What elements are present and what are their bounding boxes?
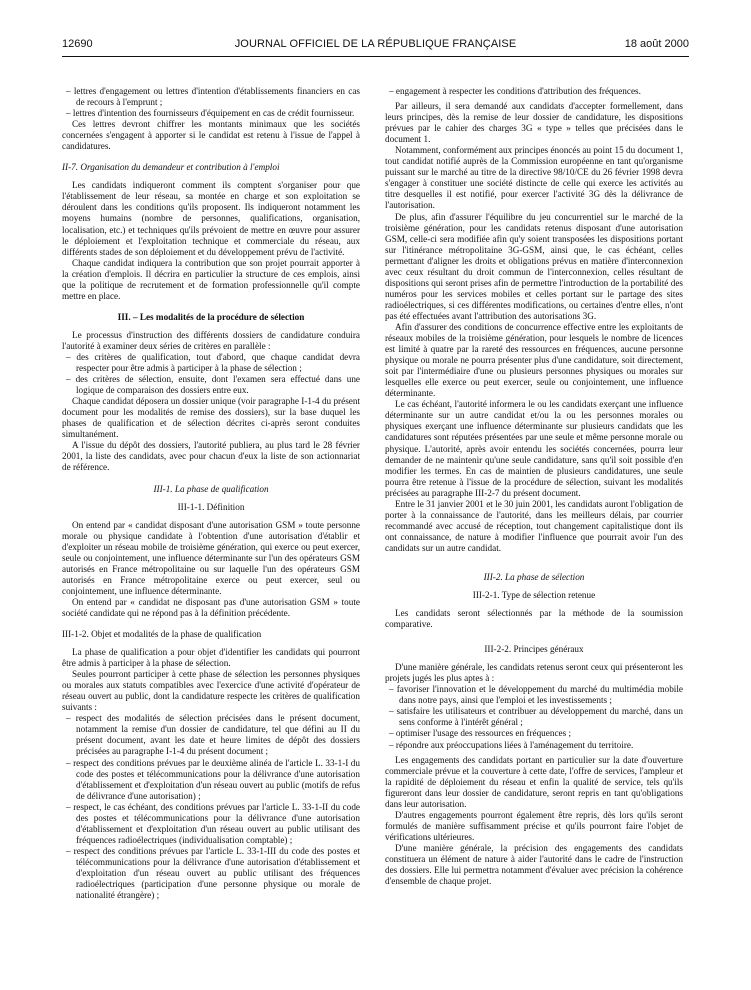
paragraph: D'autres engagements pourront également être repris, dès lors qu'ils seront formulés de manière suffisamment précise et qu'ils pourront faire l'objet de vérifications ultérieures. xyxy=(385,809,683,842)
list-item: – favoriser l'innovation et le développement du marché du multimédia mobile dans notre pays, ainsi que l'emploi et les investissements ; xyxy=(389,684,683,706)
paragraph: Entre le 31 janvier 2001 et le 30 juin 2001, les candidats auront l'obligation de porter à la connaissance de l'autorité, dans les meilleurs délais, par courrier recommandé avec accusé de réception, tout changement capitalistique dont ils ont connaissance, de nature à modifier l'influence que pourrait avoir l'un des candidats sur un autre candidat. xyxy=(385,498,683,553)
list-item: – des critères de qualification, tout d'abord, que chaque candidat devra respecter pour être admis à participer à la phase de sélection ; xyxy=(66,351,360,374)
list-item: – optimiser l'usage des ressources en fréquences ; xyxy=(389,728,572,739)
paragraph: A l'issue du dépôt des dossiers, l'autorité publiera, au plus tard le 28 février 2001, la liste des candidats, avec pour chacun d'eux la liste de son actionnariat de référence. xyxy=(62,440,360,473)
section-heading-iii-1: III-1. La phase de qualification xyxy=(153,483,269,494)
list-item: – satisfaire les utilisateurs et contribuer au développement du marché, dans un sens conforme à l'intérêt général ; xyxy=(389,706,683,728)
paragraph: Le cas échéant, l'autorité informera le ou les candidats exerçant une influence déterminante sur un autre candidat et/ou la ou les personnes morales ou physiques exerçant une influence déterminante sur plusieurs candidats que les candidatures sont réputées présentées par une seule et même personne morale ou physique. L'autorité, après avoir entendu les sociétés concernées, pourra leur demander de ne maintenir qu'une seule candidature, sans qu'il soit possible d'en modifier les termes. En cas de maintien de plusieurs candidatures, une seule pourra être retenue à l'issue de la procédure de sélection, suivant les modalités précisées au paragraphe III-2-7 du présent document. xyxy=(385,399,683,498)
journal-title: JOURNAL OFFICIEL DE LA RÉPUBLIQUE FRANÇAISE xyxy=(234,38,517,50)
paragraph: Par ailleurs, il sera demandé aux candidats d'accepter formellement, dans leurs principes, dès la remise de leur dossier de candidature, les dispositions prévues par le cahier des charges 3G « type » telles que précisées dans le document 1. xyxy=(385,101,683,145)
paragraph: D'une manière générale, les candidats retenus seront ceux qui présenteront les projets jugés les plus aptes à : xyxy=(385,662,683,684)
issue-date: 18 août 2000 xyxy=(624,38,689,50)
section-heading-iii-1-2: III-1-2. Objet et modalités de la phase de qualification xyxy=(62,629,262,640)
paragraph: Ces lettres devront chiffrer les montants minimaux que les sociétés concernées s'engagent à apporter si le candidat est retenu à l'issue de l'appel à candidatures. xyxy=(62,119,360,152)
paragraph: Le processus d'instruction des différents dossiers de candidature conduira l'autorité à examiner deux séries de critères en parallèle : xyxy=(62,329,360,351)
list-item: – respect des conditions prévues par le deuxième alinéa de l'article L. 33-1-I du code des postes et télécommunications pour la délivrance d'une autorisation d'établissement et d'exploitation d'un réseau ouvert au public (motifs de refus de délivrance d'une autorisation) ; xyxy=(66,757,360,801)
right-column xyxy=(385,86,683,887)
paragraph: De plus, afin d'assurer l'équilibre du jeu concurrentiel sur le marché de la troisième génération, pour les candidats retenus disposant d'une autorisation GSM, celle-ci sera modifiée afin qu'y soient transposées les dispositions portant sur l'itinérance métropolitaine 3G-GSM, ainsi que, le cas échéant, celles permettant d'aligner les droits et obligations prévus en matière d'interconnexion avec ceux résultant du droit commun de l'interconnexion, celles résultant de dispositions qui seront prises afin de permettre l'introduction de la portabilité des numéros pour les services mobiles et celles portant sur le partage des sites radioélectriques, si ces différentes modifications, ou certaines d'entre elles, n'ont pas été effectuées avant l'attribution des autorisations 3G. xyxy=(385,211,683,321)
list-item: – engagement à respecter les conditions d'attribution des fréquences. xyxy=(389,86,641,96)
paragraph: On entend par « candidat ne disposant pas d'une autorisation GSM » toute société candidate qui ne répond pas à la définition précédente. xyxy=(62,596,360,618)
page-header xyxy=(62,38,689,54)
section-heading-ii-7: II-7. Organisation du demandeur et contribution à l'emploi xyxy=(62,162,280,173)
paragraph: Seules pourront participer à cette phase de sélection les personnes physiques ou morales aux statuts compatibles avec l'exercice d'une activité d'opérateur de réseau ouvert au public, dont la candidature respecte les critères de qualification suivants : xyxy=(62,669,360,713)
list-item: – des critères de sélection, ensuite, dont l'examen sera effectué dans une logique de comparaison des dossiers entre eux. xyxy=(66,374,360,396)
paragraph: Les candidats seront sélectionnés par la méthode de la soumission comparative. xyxy=(385,608,683,630)
list-item: – respect, le cas échéant, des conditions prévues par l'article L. 33-1-II du code des postes et télécommunications pour la délivrance d'une autorisation d'établissement et d'exploitation d'un réseau ouvert au public utilisant des fréquences radioélectriques (individualisation comptable) ; xyxy=(66,801,360,845)
paragraph: La phase de qualification a pour objet d'identifier les candidats qui pourront être admis à participer à la phase de sélection. xyxy=(62,647,360,669)
list-item: – lettres d'intention des fournisseurs d'équipement en cas de crédit fournisseur. xyxy=(66,108,355,119)
paragraph: Afin d'assurer des conditions de concurrence effective entre les exploitants de réseaux mobiles de la troisième génération, pour lesquels le nombre de licences est limité à quatre par la rareté des ressources en fréquences, aucune personne physique ou morale ne pourra présenter plus d'une candidature, soit directement, soit par l'intermédiaire d'une ou plusieurs personnes physiques ou morales sur lesquelles elle exerce ou peut exercer, seule ou conjointement, une influence déterminante. xyxy=(385,321,683,399)
paragraph: On entend par « candidat disposant d'une autorisation GSM » toute personne morale ou physique candidate à l'obtention d'une autorisation d'établir et d'exploiter un réseau mobile de troisième génération, qui exerce ou peut exercer, seule ou conjointement, une influence déterminante sur l'un des opérateurs GSM autorisés en France métropolitaine ou sur laquelle l'un des opérateurs GSM autorisés en France métropolitaine exerce ou peut exercer, seul ou conjointement, une influence déterminante. xyxy=(62,519,360,596)
paragraph: Notamment, conformément aux principes énoncés au point 15 du document 1, tout candidat notifié auprès de la Commission européenne en tant qu'organisme puissant sur le marché au titre de la directive 98/10/CE du 26 février 1998 devra s'engager à constituer une société distincte de celle qui exerce les activités au titre desquelles il est notifié, pour exercer l'activité 3G dès la délivrance de l'autorisation. xyxy=(385,145,683,211)
page-number: 12690 xyxy=(62,38,93,50)
paragraph: Les engagements des candidats portant en particulier sur la date d'ouverture commerciale prévue et la couverture à cette date, l'offre de services, l'ampleur et la rapidité de déploiement du réseau et enfin la qualité de service, tels qu'ils figureront dans leur dossier de candidature, seront repris en tant qu'obligations dans leur autorisation. xyxy=(385,754,683,809)
section-heading-iii-2-1: III-2-1. Type de sélection retenue xyxy=(472,590,596,601)
paragraph: D'une manière générale, la précision des engagements des candidats constituera un élément de nature à aider l'autorité dans le cadre de l'instruction des dossiers. Elle lui permettra notamment d'évaluer avec précision la cohérence d'ensemble de chaque projet. xyxy=(385,842,683,887)
section-heading-iii-2: III-2. La phase de sélection xyxy=(483,571,585,582)
header-rule xyxy=(62,56,689,57)
paragraph: Chaque candidat déposera un dossier unique (voir paragraphe I-1-4 du présent document pour les modalités de remise des dossiers), sur la base duquel les phases de qualification et de sélection décrites ci-après seront conduites simultanément. xyxy=(62,396,360,440)
list-item: – répondre aux préoccupations liées à l'aménagement du territoire. xyxy=(389,739,634,750)
list-item: – respect des modalités de sélection précisées dans le présent document, notamment la remise d'un dossier de candidature, tel que défini au II du présent document, avant les date et heure limites de dépôt des dossiers précisées au paragraphe I-1-4 du présent document ; xyxy=(66,713,360,757)
paragraph: Chaque candidat indiquera la contribution que son projet pourrait apporter à la création d'emplois. Il décrira en particulier la structure de ces emplois, ainsi que la politique de recrutement et de formation professionnelle qu'il compte mettre en place. xyxy=(62,257,360,301)
section-heading-iii-2-2: III-2-2. Principes généraux xyxy=(484,644,584,655)
paragraph: Les candidats indiqueront comment ils comptent s'organiser pour que l'établissement de leur réseau, sa montée en charge et son exploitation se déroulent dans les conditions qu'ils proposent. Ils indiqueront notamment les moyens humains (nombre de personnes, qualifications, organisation, localisation, etc.) et techniques qu'ils prévoient de mettre en œuvre pour assurer le déploiement et l'exploitation technique et commerciale du réseau, aux différents stades de son déploiement et du développement prévu de l'activité. xyxy=(62,180,360,257)
left-column xyxy=(62,86,360,901)
section-heading-iii: III. – Les modalités de la procédure de sélection xyxy=(117,311,305,322)
list-item: – lettres d'engagement ou lettres d'intention d'établissements financiers en cas de recours à l'emprunt ; xyxy=(66,86,360,108)
section-heading-iii-1-1: III-1-1. Définition xyxy=(177,501,245,512)
list-item: – respect des conditions prévues par l'article L. 33-1-III du code des postes et télécommunications pour la délivrance d'une autorisation d'établissement et d'exploitation d'un réseau ouvert au public utilisant des fréquences radioélectriques (participation d'une personne physique ou morale de nationalité étrangère) ; xyxy=(66,845,360,901)
